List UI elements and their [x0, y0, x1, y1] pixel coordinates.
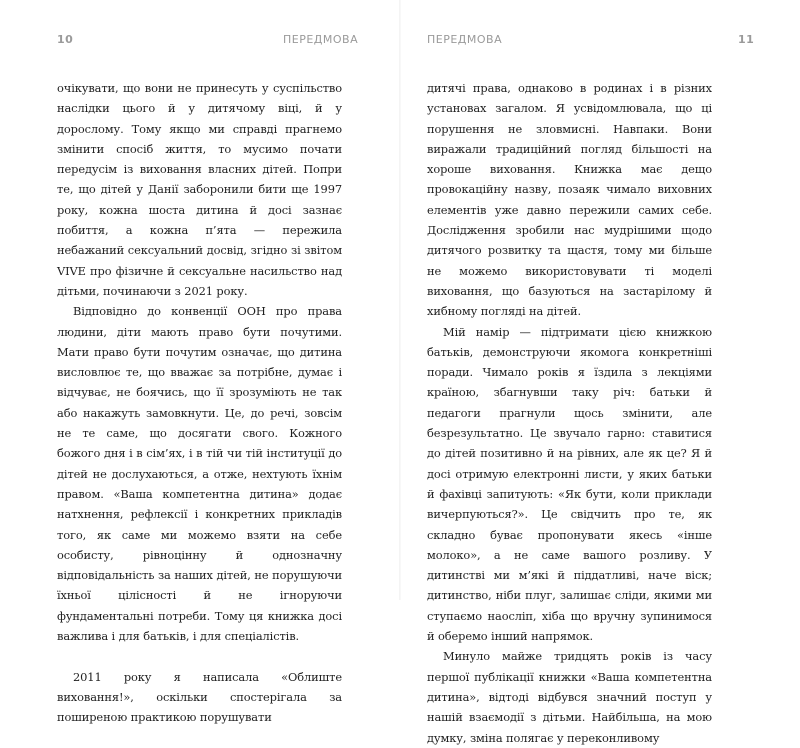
body-text: [57, 78, 342, 728]
body-text: [427, 78, 712, 748]
left-page: [0, 0, 400, 725]
paragraph: очікувати, що вони не принесуть у суспільство наслідки цього й у дитячому віці, й у дорослому. Тому якщо ми справді прагнемо змінити спосіб життя, то мусимо почати передусім із виховання власних дітей. Попри те, що дітей у Данії заборонили бити ще 1997 року, кожна шоста дитина й досі зазнає побиття, а кожна п’ята — пережила небажаний сексуальний досвід, згідно зі звітом VIVE про фізичне й сексуальне насильство над дітьми, починаючи з 2021 року.: [57, 81, 342, 298]
running-head: ПЕРЕДМОВА: [283, 33, 359, 46]
paragraph: Відповідно до конвенції ООН про права людини, діти мають право бути почутими. Мати право бути почутим означає, що дитина висловлює те, що вважає за потрібне, думає і відчуває, не боячись, що її зрозуміють не так або накажуть замовкнути. Це, до речі, зовсім не те саме, що досягати свого. Кожного божого дня і в сім’ях, і в тій чи тій інституції до дітей не дослухаються, а отже, нехтують їхнім правом. «Ваша компетентна дитина» додає натхнення, рефлексії і конкретних прикладів того, як саме ми можемо взяти на себе особисту, рівноцінну й однозначну відповідальність за наших дітей, не порушуючи їхньої цілісності й не ігноруючи фундаментальні потреби. Тому ця книжка досі важлива і для батьків, і для спеціалістів.: [57, 304, 342, 644]
running-head: ПЕРЕДМОВА: [427, 33, 503, 46]
page-number: 10: [57, 33, 74, 46]
right-page: [400, 0, 800, 745]
paragraph: Мій намір — підтримати цією книжкою батьків, демонструючи якомога конкретніші поради. Чимало років я їздила з лекціями країною, збагнувши таку річ: батьки й педагоги прагнули щось змінити, але безрезультатно. Це звучало гарно: ставитися до дітей позитивно й на рівних, але як це? Я й досі отримую електронні листи, у яких батьки й фахівці запитують: «Як бути, коли приклади вичерпуються?». Це свідчить про те, як складно буває пропонувати якесь «інше молоко», а не саме вашого розливу. У дитинстві ми м’які й піддатливі, наче віск; дитинство, ніби плуг, залишає сліди, якими ми ступаємо наосліп, хіба що вручну зупинимося й оберемо інший напрямок.: [427, 324, 712, 644]
paragraph: дитячі права, однаково в родинах і в різних установах загалом. Я усвідомлювала, що ці порушення не зловмисні. Навпаки. Вони виражали традиційний погляд більшості на хороше виховання. Книжка має дещо провокаційну назву, позаяк чимало виховних елементів уже давно пережили самих себе. Дослідження зробили нас мудрішими щодо дитячого розвитку та щастя, тому ми більше не можемо використовувати ті моделі виховання, що базуються на застарілому й хибному погляді на дітей.: [427, 81, 712, 319]
paragraph: Минуло майже тридцять років із часу першої публікації книжки «Ваша компетентна дитина», відтоді відбувся значний поступ у нашій взаємодії з дітьми. Найбільша, на мою думку, зміна полягає у переконливому: [427, 649, 712, 745]
paragraph: 2011 року я написала «Облиште виховання!», оскільки спостерігала за поширеною практикою порушувати: [57, 669, 342, 725]
page-number: 11: [738, 33, 755, 46]
